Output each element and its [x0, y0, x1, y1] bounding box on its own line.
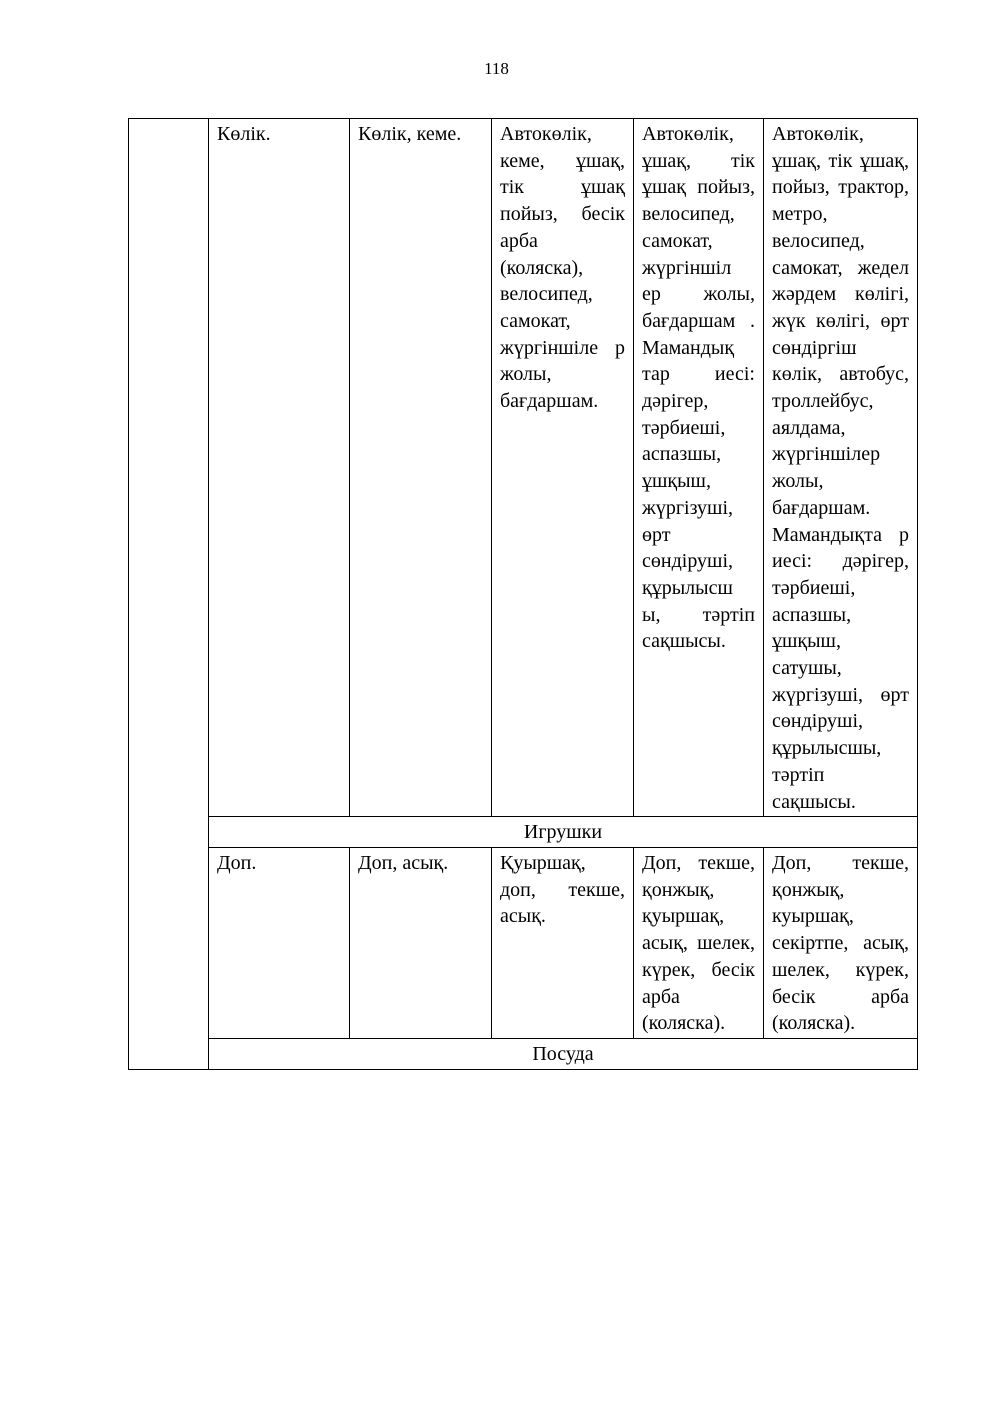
page-number: 118: [484, 59, 509, 78]
table-row: [129, 119, 918, 817]
table-cell: Автокөлік, кеме, ұшақ, тік ұшақ пойыз, бесік арба (коляска), велосипед, самокат, жүргіншіле р жолы, бағдаршам.: [492, 119, 634, 817]
table-cell: Доп.: [209, 847, 350, 1038]
section-heading: Посуда: [209, 1038, 918, 1069]
table-cell: Доп, текше, қонжық, қуыршақ, асық, шелек, күрек, бесік арба (коляска).: [634, 847, 764, 1038]
table-cell: Доп, текше, қонжық, куыршақ, секіртпе, асық, шелек, күрек, бесік арба (коляска).: [764, 847, 918, 1038]
table-cell: Көлік.: [209, 119, 350, 817]
table-cell: Доп, асық.: [350, 847, 492, 1038]
table-cell: Автокөлік, ұшақ, тік ұшақ пойыз, велосипед, самокат, жүргіншіл ер жолы, бағдаршам . Мамандық тар иесі: дәрігер, тәрбиеші, аспазшы, ұшқыш, жүргізуші, өрт сөндіруші, құрылысш ы, тәртіп сақшысы.: [634, 119, 764, 817]
table-cell: Қуыршақ, доп, текше, асық.: [492, 847, 634, 1038]
curriculum-table: [128, 118, 918, 1070]
section-row: [129, 1038, 918, 1069]
empty-first-column-cell: [129, 119, 209, 1070]
section-heading: Игрушки: [209, 817, 918, 848]
table-cell: Автокөлік, ұшақ, тік ұшақ, пойыз, трактор, метро, велосипед, самокат, жедел жәрдем көлігі, жүк көлігі, өрт сөндіргіш көлік, автобус, троллейбус, аялдама, жүргіншілер жолы, бағдаршам. Мамандықта р иесі: дәрігер, тәрбиеші, аспазшы, ұшқыш, сатушы, жүргізуші, өрт сөндіруші, құрылысшы, тәртіп сақшысы.: [764, 119, 918, 817]
table-cell: Көлік, кеме.: [350, 119, 492, 817]
section-row: [129, 817, 918, 848]
table-row: [129, 847, 918, 1038]
